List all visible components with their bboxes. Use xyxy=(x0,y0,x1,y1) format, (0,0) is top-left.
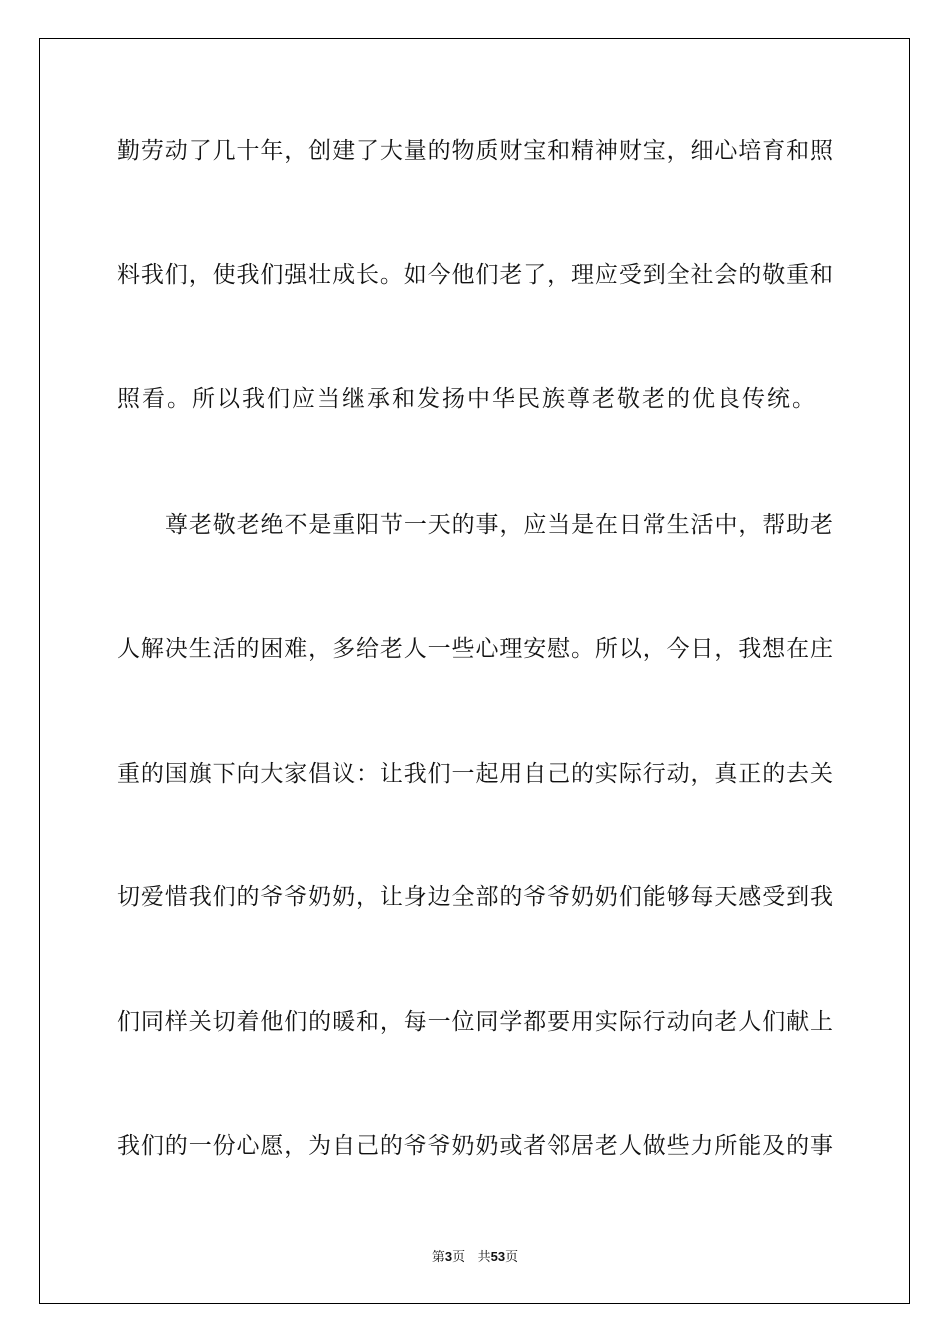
page-suffix: 页 xyxy=(452,1250,466,1265)
text-line: 勤劳动了几十年，创建了大量的物质财宝和精神财宝，细心培育和照 xyxy=(117,138,833,164)
total-prefix: 共 xyxy=(477,1250,491,1265)
text-line: 我们的一份心愿，为自己的爷爷奶奶或者邻居老人做些力所能及的事 xyxy=(117,1133,833,1159)
page-number: 3 xyxy=(444,1249,453,1264)
total-suffix: 页 xyxy=(505,1250,519,1265)
paragraph-first-line: 尊老敬老绝不是重阳节一天的事，应当是在日常生活中，帮助老 xyxy=(165,512,833,538)
page-border xyxy=(39,38,910,1304)
text-line: 切爱惜我们的爷爷奶奶，让身边全部的爷爷奶奶们能够每天感受到我 xyxy=(117,884,833,910)
total-pages: 53 xyxy=(490,1249,506,1264)
text-line: 人解决生活的困难，多给老人一些心理安慰。所以，今日，我想在庄 xyxy=(117,636,833,662)
page-prefix: 第 xyxy=(431,1250,445,1265)
text-line: 们同样关切着他们的暖和，每一位同学都要用实际行动向老人们献上 xyxy=(117,1009,833,1035)
text-line: 料我们，使我们强壮成长。如今他们老了，理应受到全社会的敬重和 xyxy=(117,262,833,288)
text-line: 照看。所以我们应当继承和发扬中华民族尊老敬老的优良传统。 xyxy=(117,386,817,412)
text-line: 重的国旗下向大家倡议：让我们一起用自己的实际行动，真正的去关 xyxy=(117,761,833,787)
page-footer xyxy=(0,1246,950,1265)
